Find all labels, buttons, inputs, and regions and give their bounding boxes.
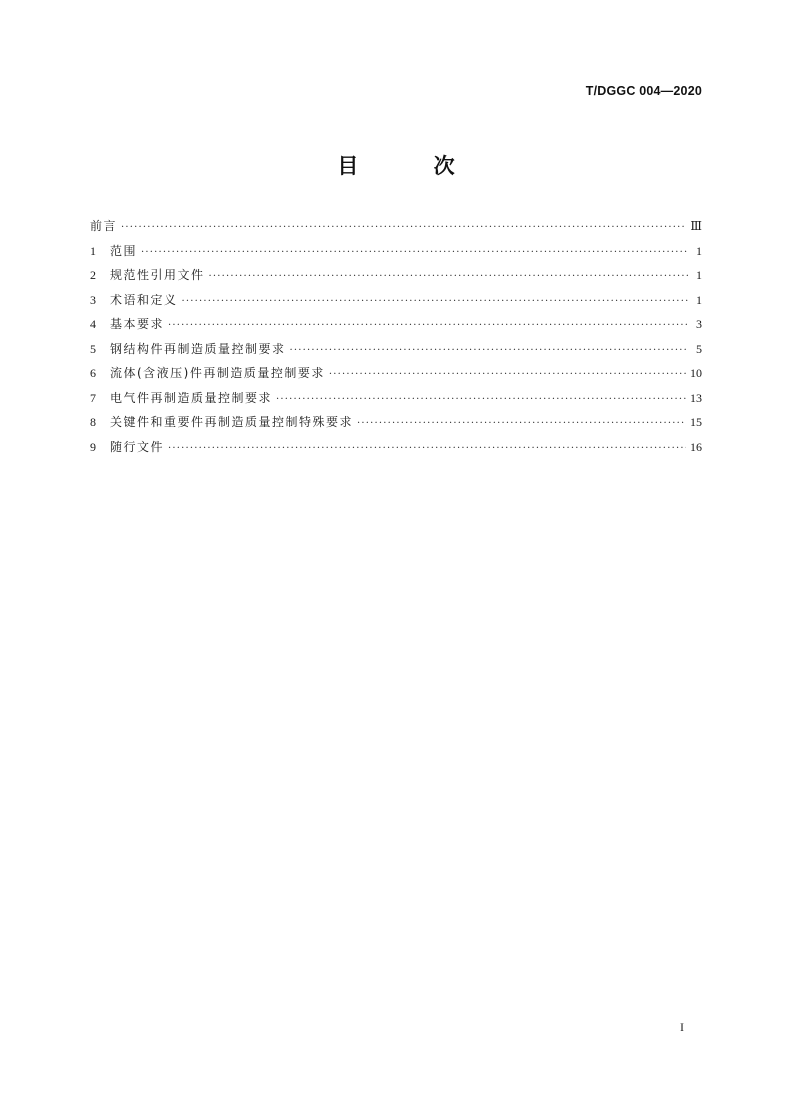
toc-entry-title: 电气件再制造质量控制要求 (110, 390, 273, 405)
toc-entry-scope[interactable] (90, 239, 702, 264)
toc-entry-page: 1 (696, 292, 702, 307)
toc-entry-title: 钢结构件再制造质量控制要求 (110, 341, 286, 356)
dot-leader (209, 265, 688, 290)
toc-entry-page: 3 (696, 317, 702, 331)
toc-entry-electrical-parts[interactable] (90, 386, 702, 411)
toc-entry-number: 3 (90, 292, 96, 307)
toc-entry-page: 13 (690, 390, 702, 405)
dot-leader (168, 314, 688, 339)
toc-entry-number: 4 (90, 317, 96, 331)
toc-entry-title: 规范性引用文件 (110, 268, 205, 282)
dot-leader (276, 388, 686, 413)
toc-entry-number: 7 (90, 390, 96, 405)
toc-entry-page: 5 (696, 341, 702, 356)
toc-entry-number: 9 (90, 439, 96, 454)
dot-leader (357, 412, 686, 437)
toc-entry-number: 8 (90, 415, 96, 429)
toc-entry-number: 5 (90, 341, 96, 356)
toc-entry-terms-definitions[interactable] (90, 288, 702, 313)
toc-entry-page: 16 (690, 439, 702, 454)
dot-leader (182, 290, 688, 315)
toc-entry-foreword[interactable] (90, 214, 702, 239)
toc-entry-title: 前言 (90, 219, 118, 233)
toc-entry-title: 基本要求 (110, 317, 165, 331)
toc-entry-page: 1 (696, 243, 702, 258)
toc-entry-title: 流体(含液压)件再制造质量控制要求 (110, 366, 325, 380)
dot-leader (290, 339, 688, 364)
toc-entry-number: 6 (90, 366, 96, 380)
toc-entry-title: 随行文件 (110, 439, 165, 454)
toc-entry-normative-references[interactable] (90, 263, 702, 288)
toc-entry-key-important-parts[interactable] (90, 410, 702, 435)
toc-entry-page: 15 (690, 415, 702, 429)
toc-entry-number: 1 (90, 243, 96, 258)
toc-entry-title: 范围 (110, 243, 138, 258)
toc-entry-number: 2 (90, 268, 96, 282)
toc-entry-title: 术语和定义 (110, 292, 178, 307)
toc-entry-fluid-parts[interactable] (90, 361, 702, 386)
table-of-contents (90, 214, 702, 459)
toc-entry-basic-requirements[interactable] (90, 312, 702, 337)
document-code: T/DGGC 004—2020 (585, 84, 702, 98)
toc-entry-steel-structure[interactable] (90, 337, 702, 362)
dot-leader (168, 437, 686, 462)
toc-entry-page: Ⅲ (690, 219, 702, 233)
toc-entry-title: 关键件和重要件再制造质量控制特殊要求 (110, 415, 354, 429)
toc-title: 目 次 (337, 154, 489, 178)
dot-leader (141, 241, 688, 266)
toc-entry-page: 1 (696, 268, 702, 282)
toc-entry-accompanying-documents[interactable] (90, 435, 702, 460)
dot-leader (329, 363, 686, 388)
page-number: I (680, 1020, 684, 1034)
dot-leader (121, 216, 686, 241)
toc-entry-page: 10 (690, 366, 702, 380)
